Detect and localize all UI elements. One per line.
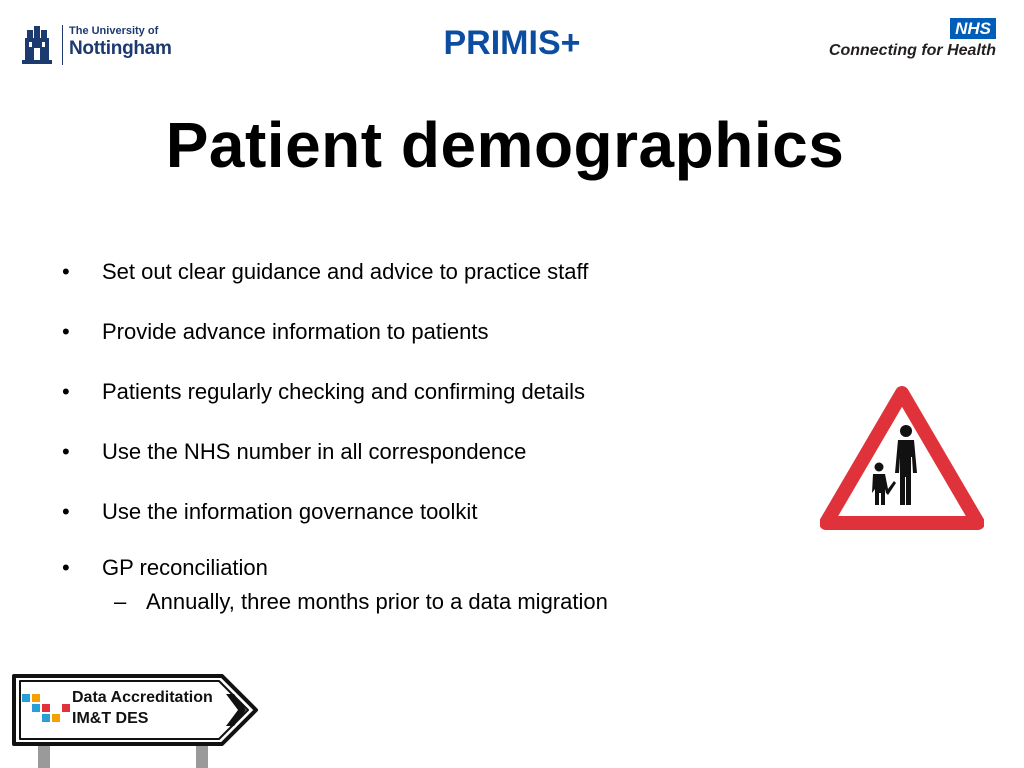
bullet-text: Patients regularly checking and confirming details	[102, 379, 586, 404]
bullet-item	[60, 493, 780, 531]
university-label: The University of	[69, 25, 159, 37]
nhs-tagline: Connecting for Health	[828, 42, 996, 59]
sign-line-1: Data Accreditation	[72, 689, 213, 706]
sub-bullet-text: Annually, three months prior to a data migration	[146, 589, 608, 614]
sub-bullet-marker: –	[114, 589, 127, 614]
nhs-logo	[816, 18, 996, 68]
bullet-item	[60, 313, 780, 351]
pedestrian-warning-sign-icon	[820, 385, 984, 533]
bullet-text: Use the NHS number in all correspondence	[102, 439, 527, 464]
bullet-marker: •	[62, 499, 70, 524]
bullet-text: Provide advance information to patients	[102, 319, 489, 344]
bullet-text: Use the information governance toolkit	[102, 499, 478, 524]
bullet-marker: •	[62, 259, 70, 284]
bullet-item	[60, 433, 780, 471]
bullet-item	[60, 549, 780, 587]
sign-line-2: IM&T DES	[72, 710, 149, 727]
bullet-text: Set out clear guidance and advice to practice staff	[102, 259, 589, 284]
bullet-marker: •	[62, 439, 70, 464]
bullet-list	[60, 253, 780, 617]
primis-heading: PRIMIS+	[443, 24, 581, 62]
nhs-badge: NHS	[950, 18, 996, 39]
bullet-item	[60, 253, 780, 291]
bullet-marker: •	[62, 319, 70, 344]
university-name: Nottingham	[69, 38, 172, 59]
bullet-marker: •	[62, 555, 70, 580]
bullet-marker: •	[62, 379, 70, 404]
slide-title: Patient demographics	[165, 109, 845, 181]
sub-bullet-item	[60, 587, 780, 617]
bullet-item	[60, 373, 780, 411]
bullet-text: GP reconciliation	[102, 555, 268, 580]
